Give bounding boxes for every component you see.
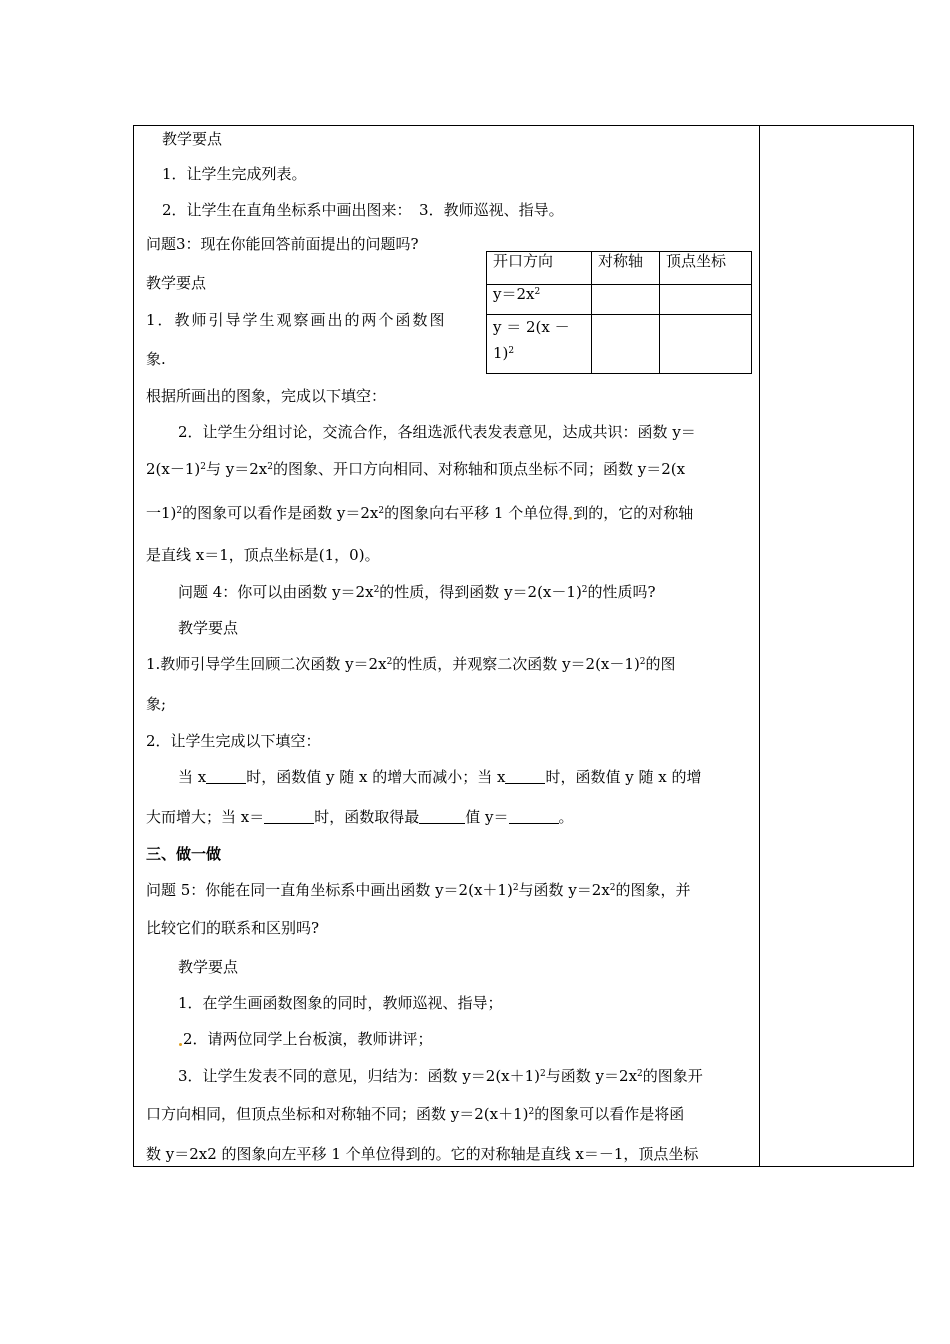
table-cell bbox=[592, 315, 660, 374]
text-segment: 1) bbox=[493, 344, 509, 362]
text-line: 教学要点 bbox=[178, 619, 239, 637]
text-segment: 到的，它的对称轴 bbox=[573, 504, 694, 522]
text-segment: y ＝ 2(x － bbox=[493, 318, 570, 336]
text-segment: 的图象开 bbox=[642, 1067, 703, 1085]
text-line: 1．在学生画函数图象的同时，教师巡视、指导； bbox=[178, 994, 503, 1012]
text-segment: 与函数 y＝2x bbox=[545, 1067, 638, 1085]
text-line: 1．让学生完成列表。 bbox=[162, 165, 307, 183]
superscript: 2 bbox=[534, 287, 541, 297]
text-line: 象; bbox=[146, 695, 167, 713]
superscript: 2 bbox=[581, 585, 588, 595]
table-row bbox=[487, 285, 752, 315]
column-divider bbox=[759, 125, 760, 1167]
superscript: 2 bbox=[528, 1107, 535, 1117]
superscript: 2 bbox=[386, 657, 393, 667]
text-line: 比较它们的联系和区别吗? bbox=[146, 919, 320, 937]
text-line: 问题3：现在你能回答前面提出的问题吗? bbox=[146, 235, 419, 253]
text-line bbox=[178, 768, 702, 786]
table-header-row bbox=[487, 252, 752, 285]
text-line bbox=[146, 504, 693, 522]
text-line bbox=[146, 881, 691, 899]
section-heading: 三、做一做 bbox=[146, 845, 222, 863]
text-line: 2．让学生完成以下填空： bbox=[146, 732, 321, 750]
fill-blank bbox=[509, 811, 559, 824]
text-segment: 与函数 y＝2x bbox=[518, 881, 610, 899]
table-header-cell: 开口方向 bbox=[487, 252, 592, 285]
text-segment: 的图象，并 bbox=[615, 881, 691, 899]
text-segment: 。 bbox=[558, 808, 574, 826]
text-segment: 一1) bbox=[146, 504, 177, 522]
text-line: 教学要点 bbox=[146, 274, 207, 292]
superscript: 2 bbox=[267, 462, 273, 472]
text-line: 数 y＝2x2 的图象向左平移 1 个单位得到的。它的对称轴是直线 x＝－1，顶点坐标 bbox=[146, 1145, 699, 1163]
fill-blank bbox=[264, 811, 314, 824]
superscript: 2 bbox=[609, 883, 616, 893]
superscript: 2 bbox=[378, 506, 385, 516]
text-line: 是直线 x＝1，顶点坐标是(1，0)。 bbox=[146, 546, 380, 564]
text-segment: 的图象可以看作是函数 y＝2x bbox=[182, 504, 379, 522]
superscript: 2 bbox=[512, 883, 519, 893]
text-segment: 当 x bbox=[178, 768, 207, 786]
text-segment: 值 y＝ bbox=[465, 808, 509, 826]
text-segment: 的性质，得到函数 y＝2(x－1) bbox=[379, 583, 582, 601]
text-line: 2．让学生分组讨论，交流合作，各组选派代表发表意见，达成共识：函数 y＝ bbox=[178, 423, 696, 441]
text-segment: 口方向相同，但顶点坐标和对称轴不同；函数 y＝2(x＋1) bbox=[146, 1105, 529, 1123]
text-line bbox=[146, 808, 574, 826]
table-cell bbox=[660, 315, 752, 374]
text-line bbox=[146, 460, 685, 478]
table-cell bbox=[487, 315, 592, 374]
text-segment: 3．让学生发表不同的意见，归结为：函数 y＝2(x＋1) bbox=[178, 1067, 541, 1085]
text-segment: 时，函数值 y 随 x 的增大而减小；当 x bbox=[246, 768, 506, 786]
text-line: 教学要点 bbox=[178, 958, 239, 976]
table-row bbox=[487, 315, 752, 374]
text-line bbox=[493, 344, 585, 362]
table-cell bbox=[487, 285, 592, 315]
property-table bbox=[486, 251, 752, 374]
text-line: 象. bbox=[146, 350, 166, 368]
text-line bbox=[146, 1105, 684, 1123]
text-line bbox=[146, 655, 676, 673]
table-header-cell: 对称轴 bbox=[592, 252, 660, 285]
text-segment: 大而增大；当 x＝ bbox=[146, 808, 265, 826]
fill-blank bbox=[505, 771, 545, 784]
text-segment: 问题 5：你能在同一直角坐标系中画出函数 y＝2(x＋1) bbox=[146, 881, 513, 899]
text-segment: 问题 4：你可以由函数 y＝2x bbox=[178, 583, 374, 601]
text-line: 2．让学生在直角坐标系中画出图来： 3．教师巡视、指导。 bbox=[162, 201, 564, 219]
table-cell bbox=[660, 285, 752, 315]
marker-dot bbox=[569, 517, 572, 520]
superscript: 2 bbox=[200, 462, 206, 472]
superscript: 2 bbox=[637, 1069, 643, 1079]
text-line bbox=[178, 583, 656, 601]
text-line: 根据所画出的图象，完成以下填空： bbox=[146, 387, 387, 405]
text-segment: 的图象、开口方向相同、对称轴和顶点坐标不同；函数 y＝2(x bbox=[272, 460, 686, 478]
text-segment: 时，函数值 y 随 x 的增 bbox=[545, 768, 702, 786]
text-segment: 与 y＝2x bbox=[206, 460, 268, 478]
text-line: 1．教师引导学生观察画出的两个函数图 bbox=[146, 311, 447, 329]
text-segment: 的性质，并观察二次函数 y＝2(x－1) bbox=[392, 655, 640, 673]
superscript: 2 bbox=[176, 506, 183, 516]
text-segment: 2．请两位同学上台板演，教师讲评； bbox=[183, 1030, 433, 1048]
text-line bbox=[178, 1030, 433, 1048]
table-header-cell: 顶点坐标 bbox=[660, 252, 752, 285]
marker-dot bbox=[179, 1043, 182, 1046]
fill-blank bbox=[419, 811, 465, 824]
text-line bbox=[178, 1067, 703, 1085]
text-segment: y＝2x bbox=[493, 285, 535, 303]
superscript: 2 bbox=[540, 1069, 546, 1079]
superscript: 2 bbox=[639, 657, 646, 667]
text-segment: 的图 bbox=[645, 655, 676, 673]
text-line: 教学要点 bbox=[162, 130, 223, 148]
text-segment: 的图象可以看作是将函 bbox=[534, 1105, 685, 1123]
text-segment: 时，函数取得最 bbox=[314, 808, 420, 826]
text-segment: 1.教师引导学生回顾二次函数 y＝2x bbox=[146, 655, 387, 673]
text-segment: 的性质吗? bbox=[587, 583, 656, 601]
superscript: 2 bbox=[373, 585, 380, 595]
superscript: 2 bbox=[508, 346, 515, 356]
text-segment: 的图象向右平移 1 个单位得 bbox=[384, 504, 569, 522]
fill-blank bbox=[206, 771, 246, 784]
text-segment: 2(x－1) bbox=[146, 460, 201, 478]
table-cell bbox=[592, 285, 660, 315]
